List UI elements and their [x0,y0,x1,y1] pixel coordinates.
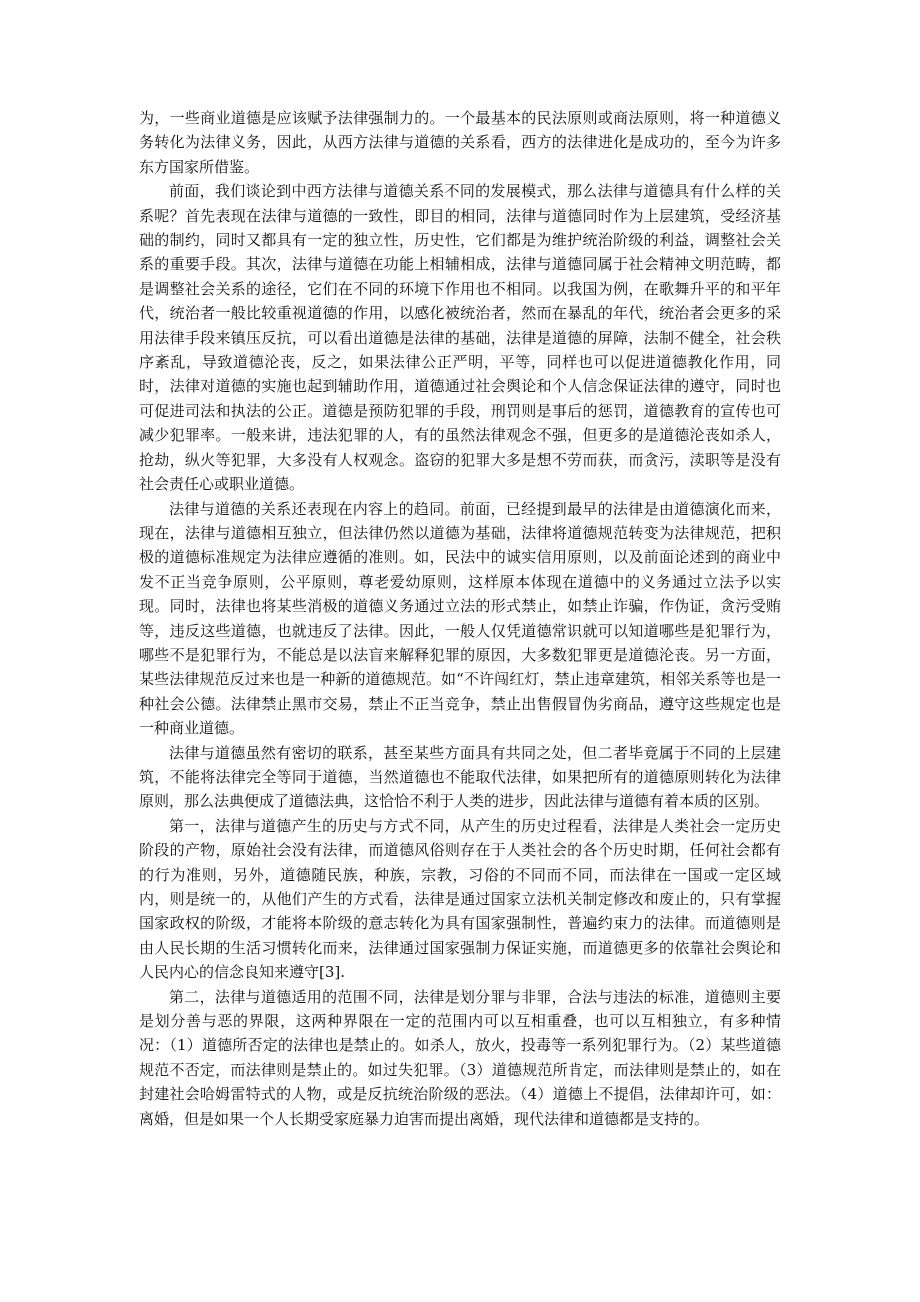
paragraph-continuation: 为，一些商业道德是应该赋予法律强制力的。一个最基本的民法原则或商法原则，将一种道德义务转化为法律义务，因此，从西方法律与道德的关系看，西方的法律进化是成功的，至今为许多东方国家所借鉴。 [139,109,781,176]
paragraph-relationship: 前面，我们谈论到中西方法律与道德关系不同的发展模式，那么法律与道德具有什么样的关系呢？首先表现在法律与道德的一致性，即目的相同，法律与道德同时作为上层建筑，受经济基础的制约，同时又都具有一定的独立性，历史性，它们都是为维护统治阶级的利益，调整社会关系的重要手段。其次，法律与道德在功能上相辅相成，法律与道德同属于社会精神文明范畴，都是调整社会关系的途径，它们在不同的环境下作用也不相同。以我国为例，在歌舞升平的和平年代，统治者一般比较重视道德的作用，以感化被统治者，然而在暴乱的年代，统治者会更多的采用法律手段来镇压反抗，可以看出道德是法律的基础，法律是道德的屏障，法制不健全，社会秩序紊乱，导致道德沦丧，反之，如果法律公正严明，平等，同样也可以促进道德教化作用，同时，法律对道德的实施也起到辅助作用，道德通过社会舆论和个人信念保证法律的遵守，同时也可促进司法和执法的公正。道德是预防犯罪的手段，刑罚则是事后的惩罚，道德教育的宣传也可减少犯罪率。一般来讲，违法犯罪的人，有的虽然法律观念不强，但更多的是道德沦丧如杀人，抢劫，纵火等犯罪，大多没有人权观念。盗窃的犯罪大多是想不劳而获，而贪污，渎职等是没有社会责任心或职业道德。 [139,182,781,494]
paragraph-content-convergence: 法律与道德的关系还表现在内容上的趋同。前面，已经提到最早的法律是由道德演化而来，现在，法律与道德相互独立，但法律仍然以道德为基础，法律将道德规范转变为法律规范，把积极的道德标准规定为法律应遵循的准则。如，民法中的诚实信用原则，以及前面论述到的商业中发不正当竞争原则，公平原则，尊老爱幼原则，这样原本体现在道德中的义务通过立法予以实现。同时，法律也将某些消极的道德义务通过立法的形式禁止，如禁止诈骗，作伪证，贪污受贿等，违反这些道德，也就违反了法律。因此，一般人仅凭道德常识就可以知道哪些是犯罪行为，哪些不是犯罪行为，不能总是以法盲来解释犯罪的原因，大多数犯罪更是道德沦丧。另一方面，某些法律规范反过来也是一种新的道德规范。如“不许闯红灯，禁止违章建筑，相邻关系等也是一种社会公德。法律禁止黑市交易，禁止不正当竞争，禁止出售假冒伪劣商品，遵守这些规定也是一种商业道德。 [139,499,781,738]
paragraph-second-difference: 第二，法律与道德适用的范围不同，法律是划分罪与非罪，合法与违法的标准，道德则主要是划分善与恶的界限，这两种界限在一定的范围内可以互相重叠，也可以互相独立，有多种情况：（1）道德所否定的法律也是禁止的。如杀人，放火，投毒等一系列犯罪行为。（2）某些道德规范不否定，而法律则是禁止的。如过失犯罪。（3）道德规范所肯定，而法律则是禁止的，如在封建社会哈姆雷特式的人物，或是反抗统治阶级的恶法。（4）道德上不提倡，法律却许可，如：离婚，但是如果一个人长期受家庭暴力迫害而提出离婚，现代法律和道德都是支持的。 [139,987,781,1128]
document-body [139,106,781,1131]
paragraph-distinction: 法律与道德虽然有密切的联系，甚至某些方面具有共同之处，但二者毕竟属于不同的上层建筑，不能将法律完全等同于道德，当然道德也不能取代法律，如果把所有的道德原则转化为法律原则，那么法典便成了道德法典，这恰恰不利于人类的进步，因此法律与道德有着本质的区别。 [139,743,781,811]
paragraph-first-difference: 第一，法律与道德产生的历史与方式不同，从产生的历史过程看，法律是人类社会一定历史阶段的产物，原始社会没有法律，而道德风俗则存在于人类社会的各个历史时期，任何社会都有的行为准则，另外，道德随民族，种族，宗教，习俗的不同而不同，而法律在一国或一定区域内，则是统一的，从他们产生的方式看，法律是通过国家立法机关制定修改和废止的，只有掌握国家政权的阶级，才能将本阶级的意志转化为具有国家强制性，普遍约束力的法律。而道德则是由人民长期的生活习惯转化而来，法律通过国家强制力保证实施，而道德更多的依靠社会舆论和人民内心的信念良知来遵守[3]. [139,816,781,982]
